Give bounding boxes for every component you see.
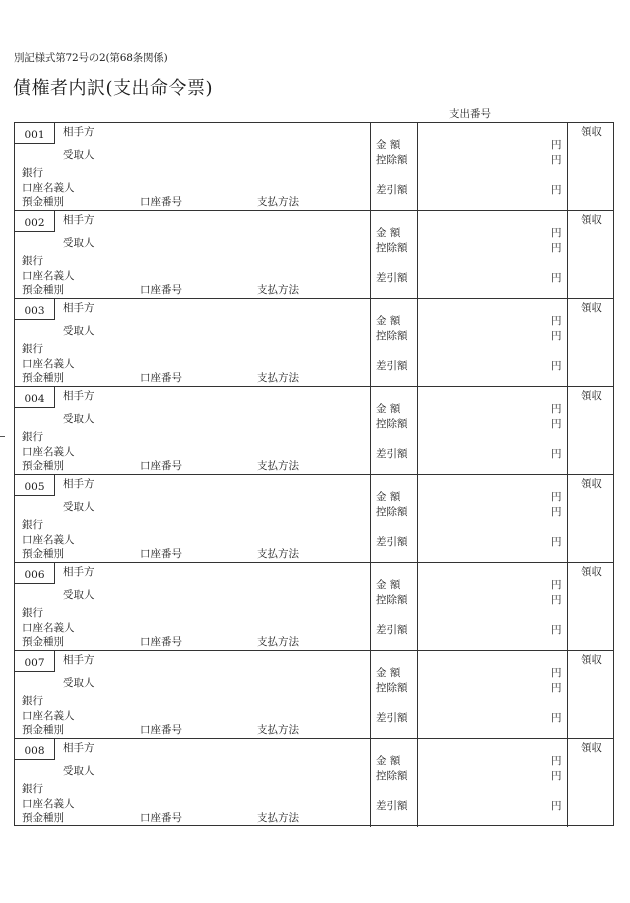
- payment-method-label: 支払方法: [257, 372, 299, 384]
- column-divider: [567, 475, 568, 562]
- account-number-label: 口座番号: [140, 196, 182, 208]
- column-divider: [370, 123, 371, 210]
- deposit-type-label: 預金種別: [22, 460, 64, 472]
- counterparty-label: 相手方: [63, 214, 95, 226]
- amount-yen-unit: 円: [551, 403, 562, 415]
- account-holder-label: 口座名義人: [22, 798, 75, 810]
- entry-number: 003: [15, 299, 55, 320]
- account-number-label: 口座番号: [140, 636, 182, 648]
- account-holder-label: 口座名義人: [22, 710, 75, 722]
- column-divider: [417, 387, 418, 474]
- account-number-label: 口座番号: [140, 812, 182, 824]
- column-divider: [417, 211, 418, 298]
- account-number-label: 口座番号: [140, 548, 182, 560]
- deduction-label: 控除額: [376, 330, 408, 342]
- amount-yen-unit: 円: [551, 667, 562, 679]
- counterparty-label: 相手方: [63, 742, 95, 754]
- receipt-label: 領収: [581, 390, 602, 402]
- column-divider: [370, 563, 371, 650]
- amount-label: 金 額: [376, 755, 401, 767]
- net-amount-yen-unit: 円: [551, 800, 562, 812]
- column-divider: [567, 211, 568, 298]
- deduction-label: 控除額: [376, 594, 408, 606]
- recipient-label: 受取人: [63, 413, 95, 425]
- entry-number: 005: [15, 475, 55, 496]
- counterparty-label: 相手方: [63, 478, 95, 490]
- net-amount-label: 差引額: [376, 448, 408, 460]
- column-divider: [567, 123, 568, 210]
- recipient-label: 受取人: [63, 149, 95, 161]
- receipt-label: 領収: [581, 214, 602, 226]
- receipt-label: 領収: [581, 478, 602, 490]
- amount-label: 金 額: [376, 139, 401, 151]
- account-number-label: 口座番号: [140, 372, 182, 384]
- net-amount-yen-unit: 円: [551, 184, 562, 196]
- creditor-entry: [15, 651, 613, 739]
- payment-method-label: 支払方法: [257, 812, 299, 824]
- deposit-type-label: 預金種別: [22, 548, 64, 560]
- deposit-type-label: 預金種別: [22, 196, 64, 208]
- net-amount-yen-unit: 円: [551, 360, 562, 372]
- receipt-label: 領収: [581, 566, 602, 578]
- column-divider: [370, 475, 371, 562]
- column-divider: [370, 299, 371, 386]
- column-divider: [567, 651, 568, 738]
- creditor-entry: [15, 739, 613, 827]
- deduction-label: 控除額: [376, 242, 408, 254]
- creditor-entry: [15, 475, 613, 563]
- recipient-label: 受取人: [63, 677, 95, 689]
- deduction-yen-unit: 円: [551, 330, 562, 342]
- net-amount-label: 差引額: [376, 360, 408, 372]
- receipt-label: 領収: [581, 654, 602, 666]
- bank-label: 銀行: [22, 431, 43, 443]
- creditor-entry: [15, 387, 613, 475]
- column-divider: [417, 739, 418, 827]
- recipient-label: 受取人: [63, 765, 95, 777]
- column-divider: [567, 299, 568, 386]
- bank-label: 銀行: [22, 695, 43, 707]
- account-holder-label: 口座名義人: [22, 446, 75, 458]
- deduction-yen-unit: 円: [551, 682, 562, 694]
- net-amount-yen-unit: 円: [551, 624, 562, 636]
- bank-label: 銀行: [22, 167, 43, 179]
- amount-label: 金 額: [376, 315, 401, 327]
- deduction-yen-unit: 円: [551, 594, 562, 606]
- deposit-type-label: 預金種別: [22, 372, 64, 384]
- column-divider: [567, 387, 568, 474]
- amount-yen-unit: 円: [551, 755, 562, 767]
- column-divider: [567, 739, 568, 827]
- net-amount-yen-unit: 円: [551, 536, 562, 548]
- amount-label: 金 額: [376, 579, 401, 591]
- amount-label: 金 額: [376, 667, 401, 679]
- creditor-entry: [15, 211, 613, 299]
- bank-label: 銀行: [22, 783, 43, 795]
- deduction-label: 控除額: [376, 506, 408, 518]
- entry-number: 007: [15, 651, 55, 672]
- amount-yen-unit: 円: [551, 491, 562, 503]
- counterparty-label: 相手方: [63, 566, 95, 578]
- counterparty-label: 相手方: [63, 126, 95, 138]
- page-title: 債権者内訳(支出命令票): [13, 78, 214, 99]
- form-ref: 別記様式第72号の2(第68条関係): [14, 52, 168, 64]
- counterparty-label: 相手方: [63, 390, 95, 402]
- net-amount-label: 差引額: [376, 800, 408, 812]
- deduction-yen-unit: 円: [551, 506, 562, 518]
- creditor-table: [14, 122, 614, 826]
- receipt-label: 領収: [581, 742, 602, 754]
- receipt-label: 領収: [581, 126, 602, 138]
- net-amount-label: 差引額: [376, 272, 408, 284]
- entry-number: 002: [15, 211, 55, 232]
- bank-label: 銀行: [22, 607, 43, 619]
- column-divider: [370, 651, 371, 738]
- deduction-label: 控除額: [376, 418, 408, 430]
- account-holder-label: 口座名義人: [22, 182, 75, 194]
- account-number-label: 口座番号: [140, 724, 182, 736]
- entry-number: 008: [15, 739, 55, 760]
- payment-method-label: 支払方法: [257, 548, 299, 560]
- column-divider: [417, 563, 418, 650]
- net-amount-yen-unit: 円: [551, 448, 562, 460]
- counterparty-label: 相手方: [63, 654, 95, 666]
- column-divider: [567, 563, 568, 650]
- net-amount-label: 差引額: [376, 536, 408, 548]
- column-divider: [370, 211, 371, 298]
- account-holder-label: 口座名義人: [22, 534, 75, 546]
- deduction-label: 控除額: [376, 682, 408, 694]
- entry-number: 004: [15, 387, 55, 408]
- column-divider: [417, 299, 418, 386]
- payment-number-label: 支出番号: [449, 108, 491, 120]
- account-holder-label: 口座名義人: [22, 358, 75, 370]
- column-divider: [370, 739, 371, 827]
- creditor-entry: [15, 299, 613, 387]
- net-amount-yen-unit: 円: [551, 712, 562, 724]
- entry-number: 006: [15, 563, 55, 584]
- receipt-label: 領収: [581, 302, 602, 314]
- recipient-label: 受取人: [63, 325, 95, 337]
- counterparty-label: 相手方: [63, 302, 95, 314]
- amount-label: 金 額: [376, 491, 401, 503]
- recipient-label: 受取人: [63, 501, 95, 513]
- net-amount-label: 差引額: [376, 712, 408, 724]
- amount-yen-unit: 円: [551, 579, 562, 591]
- deduction-yen-unit: 円: [551, 418, 562, 430]
- entry-number: 001: [15, 123, 55, 144]
- amount-yen-unit: 円: [551, 315, 562, 327]
- net-amount-label: 差引額: [376, 184, 408, 196]
- net-amount-yen-unit: 円: [551, 272, 562, 284]
- net-amount-label: 差引額: [376, 624, 408, 636]
- payment-method-label: 支払方法: [257, 724, 299, 736]
- deduction-yen-unit: 円: [551, 242, 562, 254]
- payment-method-label: 支払方法: [257, 196, 299, 208]
- amount-yen-unit: 円: [551, 227, 562, 239]
- deposit-type-label: 預金種別: [22, 724, 64, 736]
- deduction-label: 控除額: [376, 154, 408, 166]
- bank-label: 銀行: [22, 343, 43, 355]
- deduction-yen-unit: 円: [551, 770, 562, 782]
- creditor-entry: [15, 123, 613, 211]
- account-number-label: 口座番号: [140, 460, 182, 472]
- column-divider: [417, 123, 418, 210]
- amount-label: 金 額: [376, 227, 401, 239]
- column-divider: [417, 651, 418, 738]
- deposit-type-label: 預金種別: [22, 636, 64, 648]
- account-number-label: 口座番号: [140, 284, 182, 296]
- payment-method-label: 支払方法: [257, 460, 299, 472]
- payment-method-label: 支払方法: [257, 284, 299, 296]
- deposit-type-label: 預金種別: [22, 284, 64, 296]
- amount-yen-unit: 円: [551, 139, 562, 151]
- recipient-label: 受取人: [63, 589, 95, 601]
- deposit-type-label: 預金種別: [22, 812, 64, 824]
- account-holder-label: 口座名義人: [22, 270, 75, 282]
- recipient-label: 受取人: [63, 237, 95, 249]
- column-divider: [370, 387, 371, 474]
- account-holder-label: 口座名義人: [22, 622, 75, 634]
- payment-method-label: 支払方法: [257, 636, 299, 648]
- creditor-entry: [15, 563, 613, 651]
- bank-label: 銀行: [22, 255, 43, 267]
- amount-label: 金 額: [376, 403, 401, 415]
- edge-mark: [0, 436, 5, 437]
- deduction-label: 控除額: [376, 770, 408, 782]
- deduction-yen-unit: 円: [551, 154, 562, 166]
- bank-label: 銀行: [22, 519, 43, 531]
- column-divider: [417, 475, 418, 562]
